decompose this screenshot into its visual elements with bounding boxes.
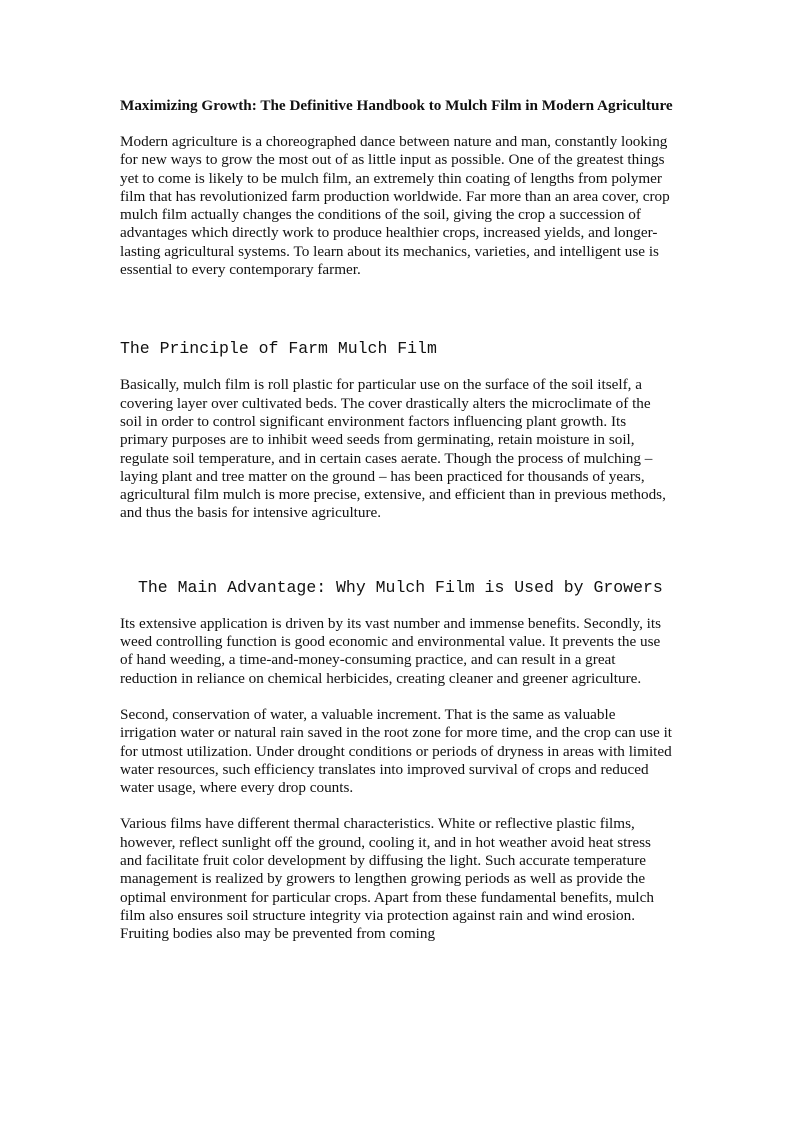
principle-paragraph: Basically, mulch film is roll plastic for particular use on the surface of the soil itself, a covering layer over cultivated beds. The cover drastically alters the microclimate of the soil in order to control significant environment factors influencing plant growth. Its primary purposes are to inhibit weed seeds from germinating, retain moisture in soil, regulate soil temperature, and in certain cases aerate. Though the process of mulching – laying plant and tree matter on the ground – has been practiced for thousands of years, agricultural film mulch is more precise, extensive, and efficient than in previous methods, and thus the basis for intensive agriculture.: [120, 376, 666, 522]
advantage-paragraph-1: Its extensive application is driven by its vast number and immense benefits. Secondly, its weed controlling function is good economic and environmental value. It prevents the use of hand weeding, a time-and-money-consuming practice, and can result in a great reduction in reliance on chemical herbicides, creating cleaner and greener agriculture.: [120, 614, 662, 687]
advantage-paragraph-2: Second, conservation of water, a valuable increment. That is the same as valuable irrigation water or natural rain saved in the root zone for more time, and the crop can use it for utmost utilization. Under drought conditions or periods of dryness in areas with limited water resources, such efficiency translates into improved survival of crops and reduced water usage, where every drop counts.: [120, 705, 673, 797]
intro-paragraph: Modern agriculture is a choreographed dance between nature and man, constantly looking for new ways to grow the most out of as little input as possible. One of the greatest things yet to come is likely to be mulch film, an extremely thin coating of lengths from polymer film that has revolutionized farm production worldwide. Far more than an area cover, crop mulch film actually changes the conditions of the soil, giving the crop a succession of advantages which directly work to produce healthier crops, increased yields, and longer-lasting agricultural systems. To learn about its mechanics, varieties, and intelligent use is essential to every contemporary farmer.: [120, 133, 670, 279]
section-heading-principle: The Principle of Farm Mulch Film: [120, 339, 437, 359]
document-page: [120, 96, 675, 944]
section-heading-advantage: The Main Advantage: Why Mulch Film is Used by Growers: [138, 577, 663, 597]
advantage-paragraph-3: Various films have different thermal characteristics. White or reflective plastic films, however, reflect sunlight off the ground, cooling it, and in hot weather avoid heat stress and facilitate fruit color development by diffusing the light. Such accurate temperature management is realized by growers to lengthen growing periods as well as provide the optimal environment for particular crops. Apart from these fundamental benefits, mulch film also ensures soil structure integrity via protection against rain and wind erosion. Fruiting bodies also may be prevented from coming: [120, 815, 654, 943]
document-title: Maximizing Growth: The Definitive Handbook to Mulch Film in Modern Agriculture: [120, 97, 673, 114]
